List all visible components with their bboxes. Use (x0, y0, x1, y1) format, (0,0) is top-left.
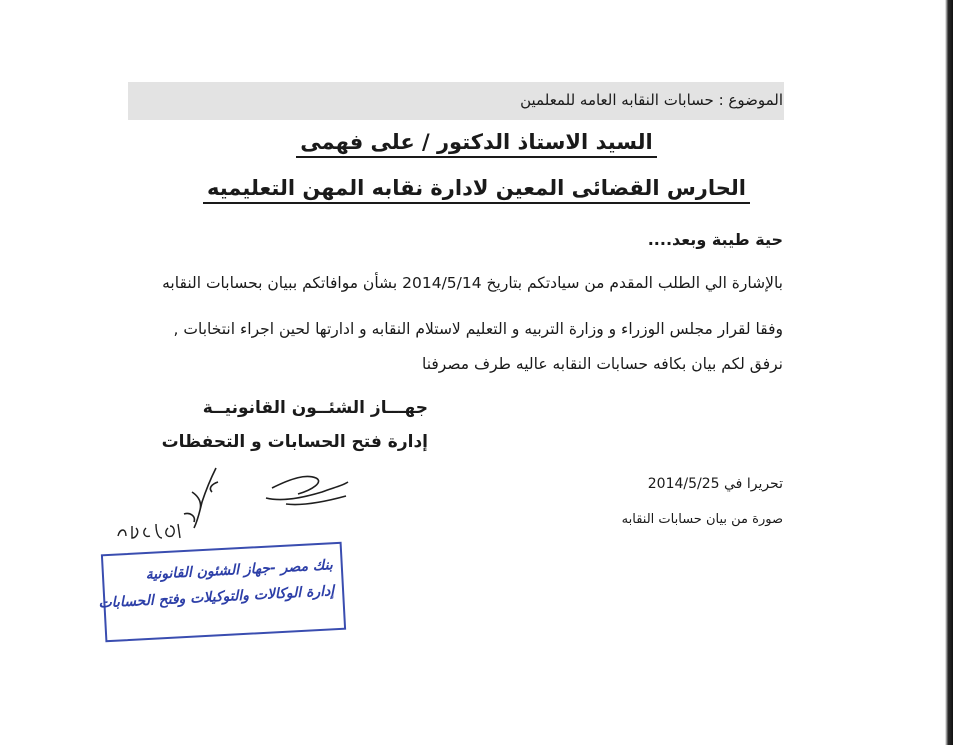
stamp-line-2: إدارة الوكالات والتوكيلات وفتح الحسابات (98, 583, 335, 612)
subject-text: حسابات النقابه العامه للمعلمين (520, 91, 714, 109)
body-line-3: نرفق لكم بيان بكافه حسابات النقابه عاليه طرف مصرفنا (421, 355, 783, 373)
copy-line: صورة من بيان حسابات النقابه (621, 512, 783, 527)
date-line: تحريرا في 2014/5/25 (647, 476, 783, 492)
subject-label: الموضوع : (718, 91, 783, 109)
subject-line (520, 91, 783, 109)
signature-scribble-right (262, 468, 352, 510)
scan-edge (945, 0, 953, 745)
handwritten-initials (112, 518, 186, 544)
sender-unit: إدارة فتح الحسابات و التحفظات (161, 432, 428, 452)
body-line-2: وفقا لقرار مجلس الوزراء و وزارة التربيه و التعليم لاستلام النقابه و ادارتها لحين اجراء انتخابات , (173, 320, 783, 338)
sender-department: جهـــاز الشئــون القانونيــة (202, 398, 428, 418)
recipient-title: الحارس القضائى المعين لادارة نقابه المهن التعليميه (0, 176, 953, 200)
recipient-name: السيد الاستاذ الدكتور / على فهمى (0, 130, 953, 154)
stamp-line-1: بنك مصر -جهاز الشئون القانونية (145, 557, 334, 584)
bank-stamp (98, 542, 346, 642)
greeting: حية طيبة وبعد.... (647, 230, 783, 249)
body-line-1: بالإشارة الي الطلب المقدم من سيادتكم بتاريخ 2014/5/14 بشأن موافاتكم ببيان بحسابات النقابه (162, 274, 783, 292)
